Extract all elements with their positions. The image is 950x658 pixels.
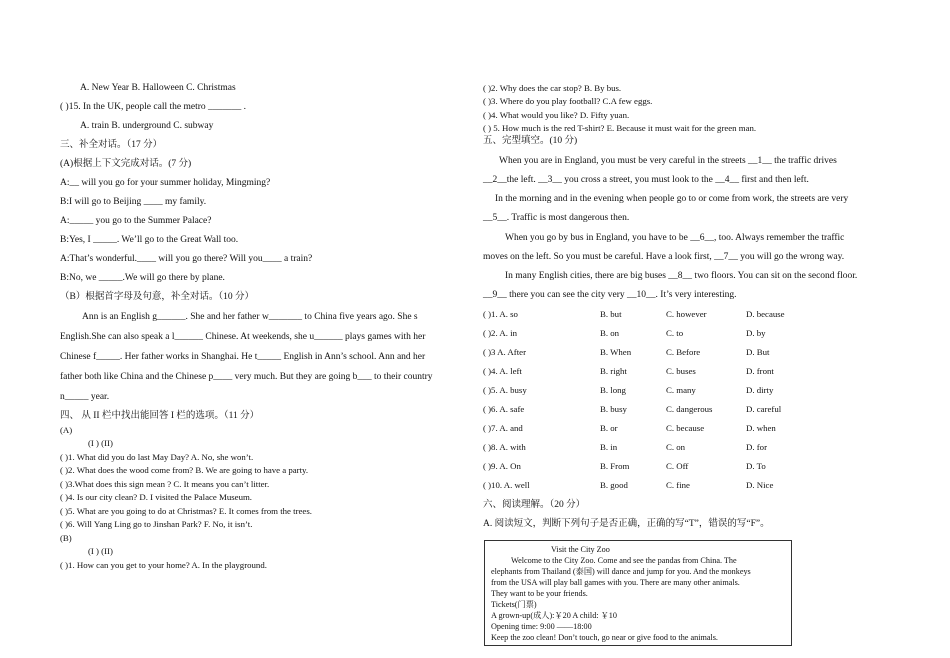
cloze-line: __5__. Traffic is most dangerous then. xyxy=(483,213,630,223)
section-3-title: 三、补全对话。（17 分） xyxy=(60,140,163,150)
cloze-question: ( )9. A. On xyxy=(483,461,521,471)
match-line: ( )3. Where do you play football? C.A few eggs. xyxy=(483,96,653,106)
cloze-option: B. in xyxy=(600,442,618,452)
match-line: ( ) 5. How much is the red T-shirt? E. Because it must wait for the green man. xyxy=(483,123,757,133)
match-line: ( )6. Will Yang Ling go to Jinshan Park? F. No, it isn’t. xyxy=(60,519,253,529)
cloze-option: D. careful xyxy=(746,404,782,414)
match-line: ( )4. What would you like? D. Fifty yuan. xyxy=(483,110,630,120)
notice-line: elephants from Thailand (泰国) will dance and jump for you. And the monkeys xyxy=(491,567,751,576)
tickets-label: Tickets(门票) xyxy=(491,600,537,609)
cloze-question: ( )1. A. so xyxy=(483,309,518,319)
section-5-title: 五、完型填空。(10 分) xyxy=(483,136,578,146)
match-line: ( )3.What does this sign mean ? C. It means you can’t litter. xyxy=(60,479,270,489)
cloze-option: D. To xyxy=(746,461,766,471)
cloze-line: When you go by bus in England, you have to be __6__, too. Always remember the traffic xyxy=(505,233,845,243)
section-6-title: 六、阅读理解。（20 分） xyxy=(483,500,586,510)
match-line: ( )2. What does the wood come from? B. We are going to have a party. xyxy=(60,465,309,475)
cloze-option: D. front xyxy=(746,366,774,376)
cloze-option: D. by xyxy=(746,328,766,338)
notice-line: They want to be your friends. xyxy=(491,589,588,598)
cloze-option: C. Before xyxy=(666,347,701,357)
opening-time: Opening time: 9:00 ——18:00 xyxy=(491,622,592,631)
column-headers: (I ) (II) xyxy=(88,546,113,556)
cloze-option: B. on xyxy=(600,328,620,338)
notice-line: from the USA will play ball games with you. There are many other animals. xyxy=(491,578,740,587)
dialog-line: A:That’s wonderful.____ will you go there? Will you____ a train? xyxy=(60,254,313,264)
cloze-option: D. when xyxy=(746,423,776,433)
notice-title: Visit the City Zoo xyxy=(551,545,610,554)
cloze-question: ( )10. A. well xyxy=(483,480,530,490)
cloze-question: ( )5. A. busy xyxy=(483,385,527,395)
cloze-option: C. dangerous xyxy=(666,404,713,414)
cloze-line: In the morning and in the evening when people go to or come from work, the streets are very xyxy=(495,194,849,204)
cloze-option: D. Nice xyxy=(746,480,774,490)
zoo-notice-box xyxy=(484,540,792,646)
part-b-label: (B) xyxy=(60,533,72,543)
part-a-label: (A) xyxy=(60,425,73,435)
cloze-option: C. many xyxy=(666,385,696,395)
reading-instruction: A. 阅读短文，判断下列句子是否正确，正确的写“T”，错误的写“F”。 xyxy=(483,519,770,529)
cloze-option: D. for xyxy=(746,442,768,452)
cloze-option: B. long xyxy=(600,385,626,395)
cloze-question: ( )2. A. in xyxy=(483,328,517,338)
cloze-question: ( )3 A. After xyxy=(483,347,526,357)
cloze-option: B. or xyxy=(600,423,618,433)
cloze-option: B. but xyxy=(600,309,622,319)
cloze-option: B. When xyxy=(600,347,632,357)
match-line: ( )5. What are you going to do at Christmas? E. It comes from the trees. xyxy=(60,506,312,516)
cloze-option: B. good xyxy=(600,480,628,490)
cloze-option: B. From xyxy=(600,461,630,471)
dialog-line: B:I will go to Beijing ____ my family. xyxy=(60,197,207,207)
q15: ( )15. In the UK, people call the metro _______ . xyxy=(60,102,246,112)
cloze-option: C. to xyxy=(666,328,684,338)
cloze-option: C. Off xyxy=(666,461,689,471)
section-4-title: 四、 从 II 栏中找出能回答 I 栏的选项。（11 分） xyxy=(60,411,260,421)
match-line: ( )2. Why does the car stop? B. By bus. xyxy=(483,83,622,93)
passage-line: English.She can also speak a l______ Chinese. At weekends, she u______ plays games with her xyxy=(60,332,426,342)
match-line: ( )4. Is our city clean? D. I visited the Palace Museum. xyxy=(60,492,253,502)
notice-rule: Keep the zoo clean! Don’t touch, go near or give food to the animals. xyxy=(491,633,718,642)
match-line: ( )1. What did you do last May Day? A. No, she won’t. xyxy=(60,452,254,462)
cloze-question: ( )4. A. left xyxy=(483,366,522,376)
cloze-option: C. however xyxy=(666,309,707,319)
cloze-question: ( )6. A. safe xyxy=(483,404,525,414)
dialog-line: B:Yes, I _____. We’ll go to the Great Wall too. xyxy=(60,235,239,245)
cloze-option: C. fine xyxy=(666,480,690,490)
cloze-option: B. right xyxy=(600,366,627,376)
cloze-line: __9__ there you can see the city very __10__. It’s very interesting. xyxy=(483,290,737,300)
match-line: ( )1. How can you get to your home? A. In the playground. xyxy=(60,560,267,570)
dialog-line: B:No, we _____.We will go there by plane. xyxy=(60,273,225,283)
dialog-line: A:__ will you go for your summer holiday, Mingming? xyxy=(60,178,271,188)
passage-line: n_____ year. xyxy=(60,392,110,402)
cloze-question: ( )8. A. with xyxy=(483,442,526,452)
cloze-option: D. because xyxy=(746,309,785,319)
cloze-line: moves on the left. So you must be careful. Have a look first, __7__ you will go the wrong way. xyxy=(483,252,845,262)
passage-line: father both like China and the Chinese p____ very much. But they are going b___ to their country xyxy=(60,372,433,382)
notice-line: Welcome to the City Zoo. Come and see the pandas from China. The xyxy=(511,556,737,565)
cloze-option: C. buses xyxy=(666,366,696,376)
q15-options: A. train B. underground C. subway xyxy=(80,121,214,131)
cloze-line: In many English cities, there are big buses __8__ two floors. You can sit on the second floor. xyxy=(505,271,858,281)
q14-options: A. New Year B. Halloween C. Christmas xyxy=(80,83,236,93)
cloze-question: ( )7. A. and xyxy=(483,423,523,433)
cloze-line: When you are in England, you must be very careful in the streets __1__ the traffic drives xyxy=(499,156,837,166)
ticket-prices: A grown-up(成人):￥20 A child: ￥10 xyxy=(491,611,617,620)
cloze-option: B. busy xyxy=(600,404,627,414)
cloze-option: D. dirty xyxy=(746,385,774,395)
cloze-line: __2__the left. __3__ you cross a street, you must look to the __4__ first and then left. xyxy=(483,175,809,185)
dialog-line: A:_____ you go to the Summer Palace? xyxy=(60,216,212,226)
passage-line: Chinese f_____. Her father works in Shanghai. He t_____ English in Ann’s school. Ann and her xyxy=(60,352,426,362)
column-headers: (I ) (II) xyxy=(88,438,113,448)
cloze-option: C. because xyxy=(666,423,705,433)
cloze-option: C. on xyxy=(666,442,686,452)
passage-line: Ann is an English g______. She and her father w_______ to China five years ago. She s xyxy=(82,312,418,322)
cloze-option: D. But xyxy=(746,347,770,357)
section-3a-title: (A)根据上下文完成对话。(7 分) xyxy=(60,159,192,169)
section-3b-title: （B）根据首字母及句意，补全对话。（10 分） xyxy=(60,292,254,302)
